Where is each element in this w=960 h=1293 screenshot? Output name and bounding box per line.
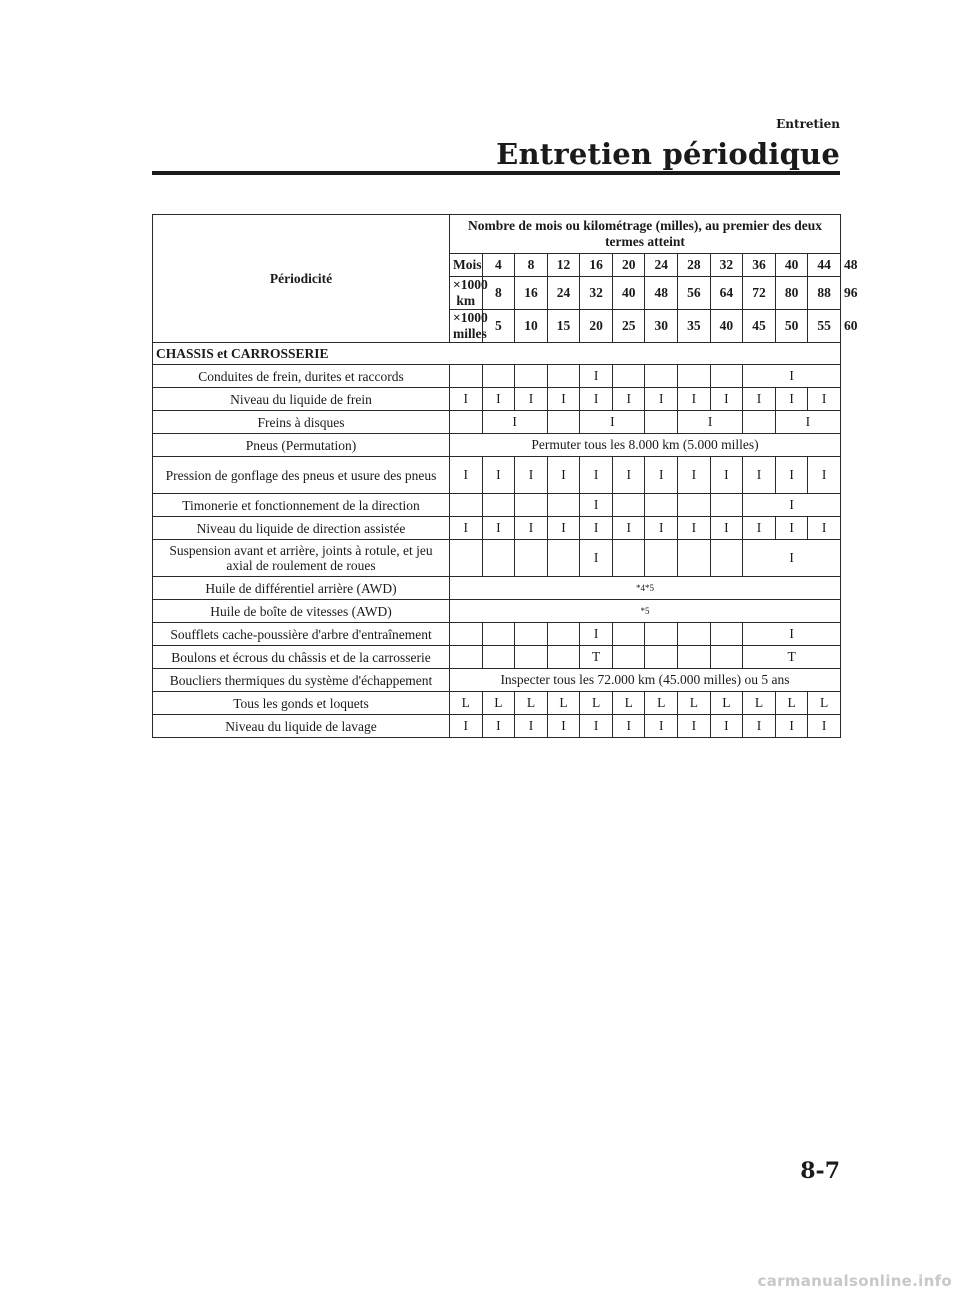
schedule-cell: L xyxy=(808,692,841,715)
schedule-cell: I xyxy=(743,623,841,646)
schedule-cell: I xyxy=(645,457,678,494)
header-rule xyxy=(152,171,840,175)
schedule-cell xyxy=(710,365,743,388)
schedule-cell: I xyxy=(580,388,613,411)
interval-value: 80 xyxy=(775,277,808,310)
schedule-cell: I xyxy=(743,388,776,411)
interval-value: 8 xyxy=(515,254,548,277)
schedule-cell xyxy=(743,411,776,434)
interval-value: 15 xyxy=(547,310,580,343)
interval-value: 32 xyxy=(580,277,613,310)
item-label: Timonerie et fonctionnement de la direction xyxy=(153,494,450,517)
item-label: Niveau du liquide de lavage xyxy=(153,715,450,738)
schedule-cell: I xyxy=(775,457,808,494)
schedule-cell xyxy=(645,646,678,669)
watermark: carmanualsonline.info xyxy=(757,1272,952,1290)
interval-value: 45 xyxy=(743,310,776,343)
category-row xyxy=(153,343,841,365)
schedule-cell: I xyxy=(678,457,711,494)
interval-unit-label: Mois xyxy=(450,254,483,277)
interval-value: 24 xyxy=(547,277,580,310)
schedule-cell: I xyxy=(678,411,743,434)
schedule-cell xyxy=(612,365,645,388)
schedule-cell: L xyxy=(547,692,580,715)
schedule-cell: L xyxy=(678,692,711,715)
interval-value: 30 xyxy=(645,310,678,343)
interval-value: 40 xyxy=(775,254,808,277)
interval-value: 88 xyxy=(808,277,841,310)
schedule-cell: I xyxy=(515,388,548,411)
schedule-cell xyxy=(678,365,711,388)
schedule-cell: I xyxy=(450,517,483,540)
item-label: Niveau du liquide de direction assistée xyxy=(153,517,450,540)
schedule-cell xyxy=(547,494,580,517)
interval-value: 16 xyxy=(515,277,548,310)
schedule-cell: I xyxy=(678,517,711,540)
schedule-cell xyxy=(482,623,515,646)
interval-value: 44 xyxy=(808,254,841,277)
schedule-cell: I xyxy=(743,494,841,517)
table-row xyxy=(153,540,841,577)
interval-value: 8 xyxy=(482,277,515,310)
schedule-cell: I xyxy=(775,411,840,434)
interval-value: 64 xyxy=(710,277,743,310)
table-row xyxy=(153,517,841,540)
schedule-cell xyxy=(710,623,743,646)
footnote-reference: *5 xyxy=(450,600,841,623)
schedule-cell xyxy=(515,494,548,517)
schedule-cell: I xyxy=(482,517,515,540)
schedule-cell: I xyxy=(808,715,841,738)
schedule-cell: T xyxy=(743,646,841,669)
page-number: 8-7 xyxy=(800,1158,840,1184)
page-header xyxy=(496,116,840,172)
schedule-cell: I xyxy=(710,715,743,738)
schedule-cell: I xyxy=(547,517,580,540)
schedule-cell: I xyxy=(580,715,613,738)
schedule-cell: I xyxy=(515,517,548,540)
schedule-cell: I xyxy=(612,715,645,738)
interval-value: 20 xyxy=(612,254,645,277)
schedule-cell: T xyxy=(580,646,613,669)
schedule-cell: L xyxy=(743,692,776,715)
schedule-cell: I xyxy=(775,517,808,540)
schedule-cell xyxy=(450,623,483,646)
interval-value: 4 xyxy=(482,254,515,277)
schedule-cell: I xyxy=(450,388,483,411)
table-row xyxy=(153,692,841,715)
interval-caption-row xyxy=(153,215,841,254)
schedule-cell: I xyxy=(808,388,841,411)
schedule-cell xyxy=(515,623,548,646)
schedule-cell xyxy=(515,646,548,669)
schedule-cell: I xyxy=(743,540,841,577)
item-label: Tous les gonds et loquets xyxy=(153,692,450,715)
interval-value: 40 xyxy=(710,310,743,343)
schedule-cell: I xyxy=(678,715,711,738)
schedule-cell: I xyxy=(547,388,580,411)
schedule-cell: I xyxy=(775,388,808,411)
schedule-cell xyxy=(645,494,678,517)
schedule-cell: I xyxy=(580,494,613,517)
schedule-cell xyxy=(547,646,580,669)
schedule-cell xyxy=(612,494,645,517)
schedule-cell xyxy=(515,540,548,577)
schedule-cell: I xyxy=(612,457,645,494)
item-label: Boucliers thermiques du système d'échappement xyxy=(153,669,450,692)
interval-instruction: Permuter tous les 8.000 km (5.000 milles) xyxy=(450,434,841,457)
schedule-cell: I xyxy=(808,457,841,494)
schedule-cell xyxy=(678,646,711,669)
category-label: CHASSIS et CARROSSERIE xyxy=(153,343,841,365)
schedule-cell xyxy=(450,365,483,388)
schedule-cell xyxy=(547,365,580,388)
item-label: Soufflets cache-poussière d'arbre d'entraînement xyxy=(153,623,450,646)
interval-value: 36 xyxy=(743,254,776,277)
schedule-cell xyxy=(710,646,743,669)
table-row xyxy=(153,494,841,517)
schedule-cell: L xyxy=(645,692,678,715)
schedule-cell: L xyxy=(710,692,743,715)
schedule-cell: I xyxy=(450,715,483,738)
schedule-cell xyxy=(450,646,483,669)
schedule-cell: I xyxy=(580,411,645,434)
footnote-reference: *4*5 xyxy=(450,577,841,600)
schedule-cell xyxy=(612,646,645,669)
schedule-header xyxy=(153,215,858,343)
schedule-cell: I xyxy=(482,715,515,738)
schedule-cell: I xyxy=(743,715,776,738)
schedule-body xyxy=(153,343,841,738)
item-label: Pneus (Permutation) xyxy=(153,434,450,457)
schedule-cell: I xyxy=(580,457,613,494)
schedule-cell: L xyxy=(482,692,515,715)
schedule-cell: I xyxy=(645,388,678,411)
schedule-cell: I xyxy=(612,388,645,411)
interval-instruction: Inspecter tous les 72.000 km (45.000 milles) ou 5 ans xyxy=(450,669,841,692)
interval-value: 12 xyxy=(547,254,580,277)
schedule-cell: I xyxy=(580,540,613,577)
interval-value: 40 xyxy=(612,277,645,310)
interval-value: 24 xyxy=(645,254,678,277)
schedule-cell: L xyxy=(515,692,548,715)
schedule-cell xyxy=(547,623,580,646)
page-title: Entretien périodique xyxy=(496,137,840,171)
schedule-cell xyxy=(678,494,711,517)
maintenance-schedule-table xyxy=(152,214,858,738)
schedule-cell xyxy=(645,540,678,577)
schedule-cell: I xyxy=(482,457,515,494)
item-label: Suspension avant et arrière, joints à rotule, et jeu axial de roulement de roues xyxy=(153,540,450,577)
schedule-cell: I xyxy=(645,715,678,738)
schedule-cell: I xyxy=(515,457,548,494)
schedule-cell xyxy=(710,540,743,577)
section-label: Entretien xyxy=(776,117,840,131)
table-row xyxy=(153,388,841,411)
schedule-cell: I xyxy=(580,623,613,646)
schedule-cell: I xyxy=(743,517,776,540)
table-row xyxy=(153,669,841,692)
schedule-cell: L xyxy=(450,692,483,715)
interval-value: 56 xyxy=(678,277,711,310)
interval-row: ×1000 milles 5 10 15 20 25 30 35 40 45 50 55 60 xyxy=(153,310,841,343)
schedule-cell xyxy=(450,540,483,577)
item-label: Niveau du liquide de frein xyxy=(153,388,450,411)
schedule-cell xyxy=(547,540,580,577)
schedule-cell: L xyxy=(580,692,613,715)
schedule-cell: I xyxy=(612,517,645,540)
schedule-cell: I xyxy=(547,715,580,738)
interval-value: 72 xyxy=(743,277,776,310)
item-label: Pression de gonflage des pneus et usure des pneus xyxy=(153,457,450,494)
schedule-cell xyxy=(645,623,678,646)
interval-value: 50 xyxy=(775,310,808,343)
interval-value: 10 xyxy=(515,310,548,343)
schedule-cell xyxy=(450,494,483,517)
interval-value: 35 xyxy=(678,310,711,343)
schedule-cell: I xyxy=(515,715,548,738)
schedule-cell: I xyxy=(482,388,515,411)
item-label: Huile de différentiel arrière (AWD) xyxy=(153,577,450,600)
interval-row: Mois 4 8 12 16 20 24 28 32 36 40 44 48 xyxy=(153,254,841,277)
table-row xyxy=(153,646,841,669)
schedule-cell: I xyxy=(547,457,580,494)
schedule-cell: I xyxy=(710,457,743,494)
schedule-cell: I xyxy=(482,411,547,434)
interval-value: 48 xyxy=(645,277,678,310)
schedule-cell xyxy=(645,411,678,434)
schedule-cell xyxy=(612,540,645,577)
interval-value: 20 xyxy=(580,310,613,343)
schedule-cell xyxy=(547,411,580,434)
schedule-cell xyxy=(482,646,515,669)
interval-value: 25 xyxy=(612,310,645,343)
table-row xyxy=(153,365,841,388)
interval-value: 5 xyxy=(482,310,515,343)
schedule-cell: I xyxy=(580,517,613,540)
table-row xyxy=(153,434,841,457)
schedule-cell xyxy=(482,494,515,517)
item-label: Conduites de frein, durites et raccords xyxy=(153,365,450,388)
schedule-cell: I xyxy=(743,457,776,494)
schedule-cell: I xyxy=(775,715,808,738)
schedule-cell xyxy=(482,540,515,577)
interval-value: 16 xyxy=(580,254,613,277)
schedule-cell xyxy=(710,494,743,517)
schedule-cell: I xyxy=(808,517,841,540)
schedule-cell xyxy=(612,623,645,646)
schedule-cell xyxy=(450,411,483,434)
interval-value: 55 xyxy=(808,310,841,343)
schedule-cell xyxy=(678,540,711,577)
table-row xyxy=(153,715,841,738)
interval-unit-label: ×1000 km xyxy=(450,277,483,310)
interval-caption: Nombre de mois ou kilométrage (milles), au premier des deux termes atteint xyxy=(450,215,841,254)
interval-unit-label: ×1000 milles xyxy=(450,310,483,343)
schedule-cell xyxy=(678,623,711,646)
schedule-cell xyxy=(482,365,515,388)
schedule-cell: I xyxy=(710,388,743,411)
schedule-cell: I xyxy=(580,365,613,388)
item-label: Freins à disques xyxy=(153,411,450,434)
schedule-cell: L xyxy=(775,692,808,715)
table-row xyxy=(153,411,841,434)
interval-value: 28 xyxy=(678,254,711,277)
schedule-cell xyxy=(645,365,678,388)
table-row xyxy=(153,600,841,623)
schedule-cell: L xyxy=(612,692,645,715)
schedule-cell xyxy=(515,365,548,388)
item-label: Boulons et écrous du châssis et de la carrosserie xyxy=(153,646,450,669)
table-row xyxy=(153,457,841,494)
interval-row: ×1000 km 8 16 24 32 40 48 56 64 72 80 88 96 xyxy=(153,277,841,310)
interval-value: 32 xyxy=(710,254,743,277)
schedule-cell: I xyxy=(678,388,711,411)
item-label: Huile de boîte de vitesses (AWD) xyxy=(153,600,450,623)
periodicite-header: Périodicité xyxy=(153,215,450,343)
schedule-cell: I xyxy=(645,517,678,540)
schedule-cell: I xyxy=(743,365,841,388)
table-row xyxy=(153,577,841,600)
table-row xyxy=(153,623,841,646)
schedule-cell: I xyxy=(710,517,743,540)
schedule-cell: I xyxy=(450,457,483,494)
